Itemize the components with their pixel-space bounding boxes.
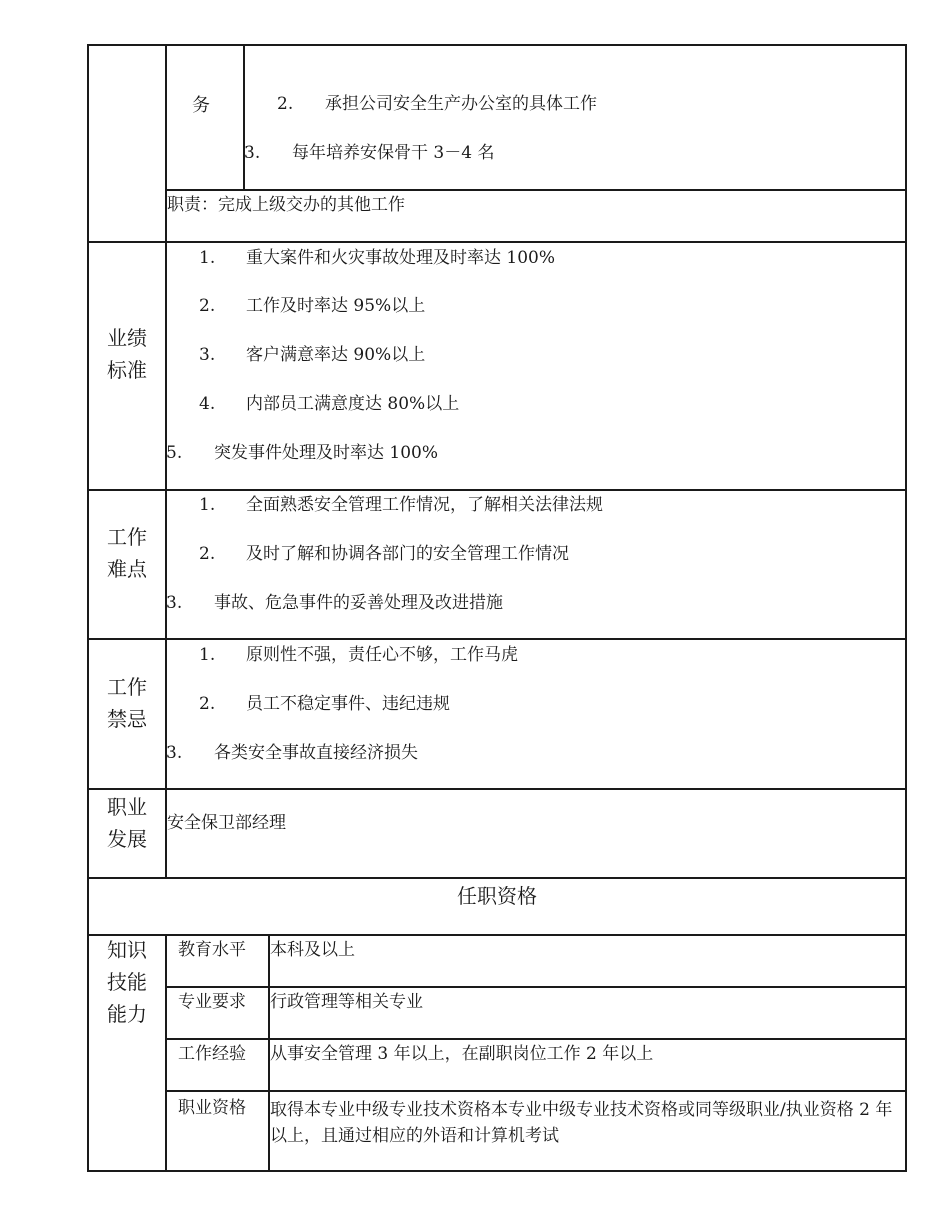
performance-item-text: 突发事件处理及时率达 100%	[214, 443, 439, 463]
performance-item-number: 4.	[199, 394, 216, 414]
difficulty-item-number: 1.	[199, 495, 216, 515]
taboo-item-text: 员工不稳定事件、违纪违规	[246, 694, 450, 714]
duty-item-text: 承担公司安全生产办公室的具体工作	[325, 94, 597, 114]
performance-item-number: 5.	[166, 443, 183, 463]
divider	[165, 1038, 907, 1040]
career-label-line: 职业	[107, 795, 147, 819]
qualification-key: 教育水平	[178, 940, 246, 960]
performance-item-number: 3.	[199, 345, 216, 365]
difficulty-item-text: 全面熟悉安全管理工作情况，了解相关法律法规	[246, 495, 603, 515]
difficulty-item-text: 事故、危急事件的妥善处理及改进措施	[214, 593, 503, 613]
qualification-key: 专业要求	[178, 992, 246, 1012]
career-label-line: 发展	[107, 827, 147, 851]
qualification-value: 本科及以上	[270, 940, 355, 960]
taboos-label-line: 工作	[107, 675, 147, 699]
performance-item-text: 重大案件和火灾事故处理及时率达 100%	[246, 248, 556, 268]
duties-left-label: 务	[192, 95, 210, 116]
qualification-key: 职业资格	[178, 1098, 246, 1118]
divider	[87, 241, 907, 243]
performance-label-line: 标准	[107, 358, 147, 382]
performance-item-text: 内部员工满意度达 80%以上	[246, 394, 460, 414]
divider	[243, 44, 245, 190]
taboos-label-line: 禁忌	[107, 707, 147, 731]
taboos-label	[88, 671, 166, 735]
qualification-key: 工作经验	[178, 1044, 246, 1064]
qualification-value: 从事安全管理 3 年以上，在副职岗位工作 2 年以上	[270, 1044, 654, 1064]
divider	[165, 1090, 907, 1092]
qualifications-title: 任职资格	[457, 884, 537, 908]
divider	[165, 986, 907, 988]
taboo-item-number: 1.	[199, 645, 216, 665]
qualification-value: 行政管理等相关专业	[270, 992, 423, 1012]
qualification-value: 取得本专业中级专业技术资格本专业中级专业技术资格或同等级职业/执业资格 2 年以上，且通过相应的外语和计算机考试	[270, 1100, 893, 1146]
taboo-item-number: 3.	[166, 743, 183, 763]
taboo-item-text: 各类安全事故直接经济损失	[214, 743, 418, 763]
divider	[165, 189, 907, 191]
difficulty-item-text: 及时了解和协调各部门的安全管理工作情况	[246, 544, 569, 564]
performance-item-text: 客户满意率达 90%以上	[246, 345, 426, 365]
performance-label-line: 业绩	[107, 326, 147, 350]
divider	[87, 489, 907, 491]
performance-item-number: 1.	[199, 248, 216, 268]
difficulty-item-number: 2.	[199, 544, 216, 564]
career-label	[88, 791, 166, 855]
career-text: 安全保卫部经理	[167, 813, 286, 833]
divider	[87, 934, 907, 936]
divider	[87, 877, 907, 879]
duty-item-number: 3.	[244, 143, 261, 163]
taboo-item-text: 原则性不强，责任心不够，工作马虎	[246, 645, 518, 665]
taboo-item-number: 2.	[199, 694, 216, 714]
knowledge-label-line: 能力	[107, 1002, 147, 1026]
divider	[87, 788, 907, 790]
performance-item-text: 工作及时率达 95%以上	[246, 296, 426, 316]
difficulties-label	[88, 521, 166, 585]
duty-item-text: 每年培养安保骨干 3－4 名	[292, 143, 495, 163]
knowledge-label-line: 知识	[107, 938, 147, 962]
knowledge-label	[88, 934, 166, 1030]
divider	[87, 638, 907, 640]
difficulties-label-line: 难点	[107, 557, 147, 581]
responsibility-text: 职责：完成上级交办的其他工作	[167, 195, 405, 215]
knowledge-label-line: 技能	[107, 970, 147, 994]
difficulties-label-line: 工作	[107, 525, 147, 549]
performance-label	[88, 322, 166, 386]
performance-item-number: 2.	[199, 296, 216, 316]
duty-item-number: 2.	[277, 94, 294, 114]
difficulty-item-number: 3.	[166, 593, 183, 613]
